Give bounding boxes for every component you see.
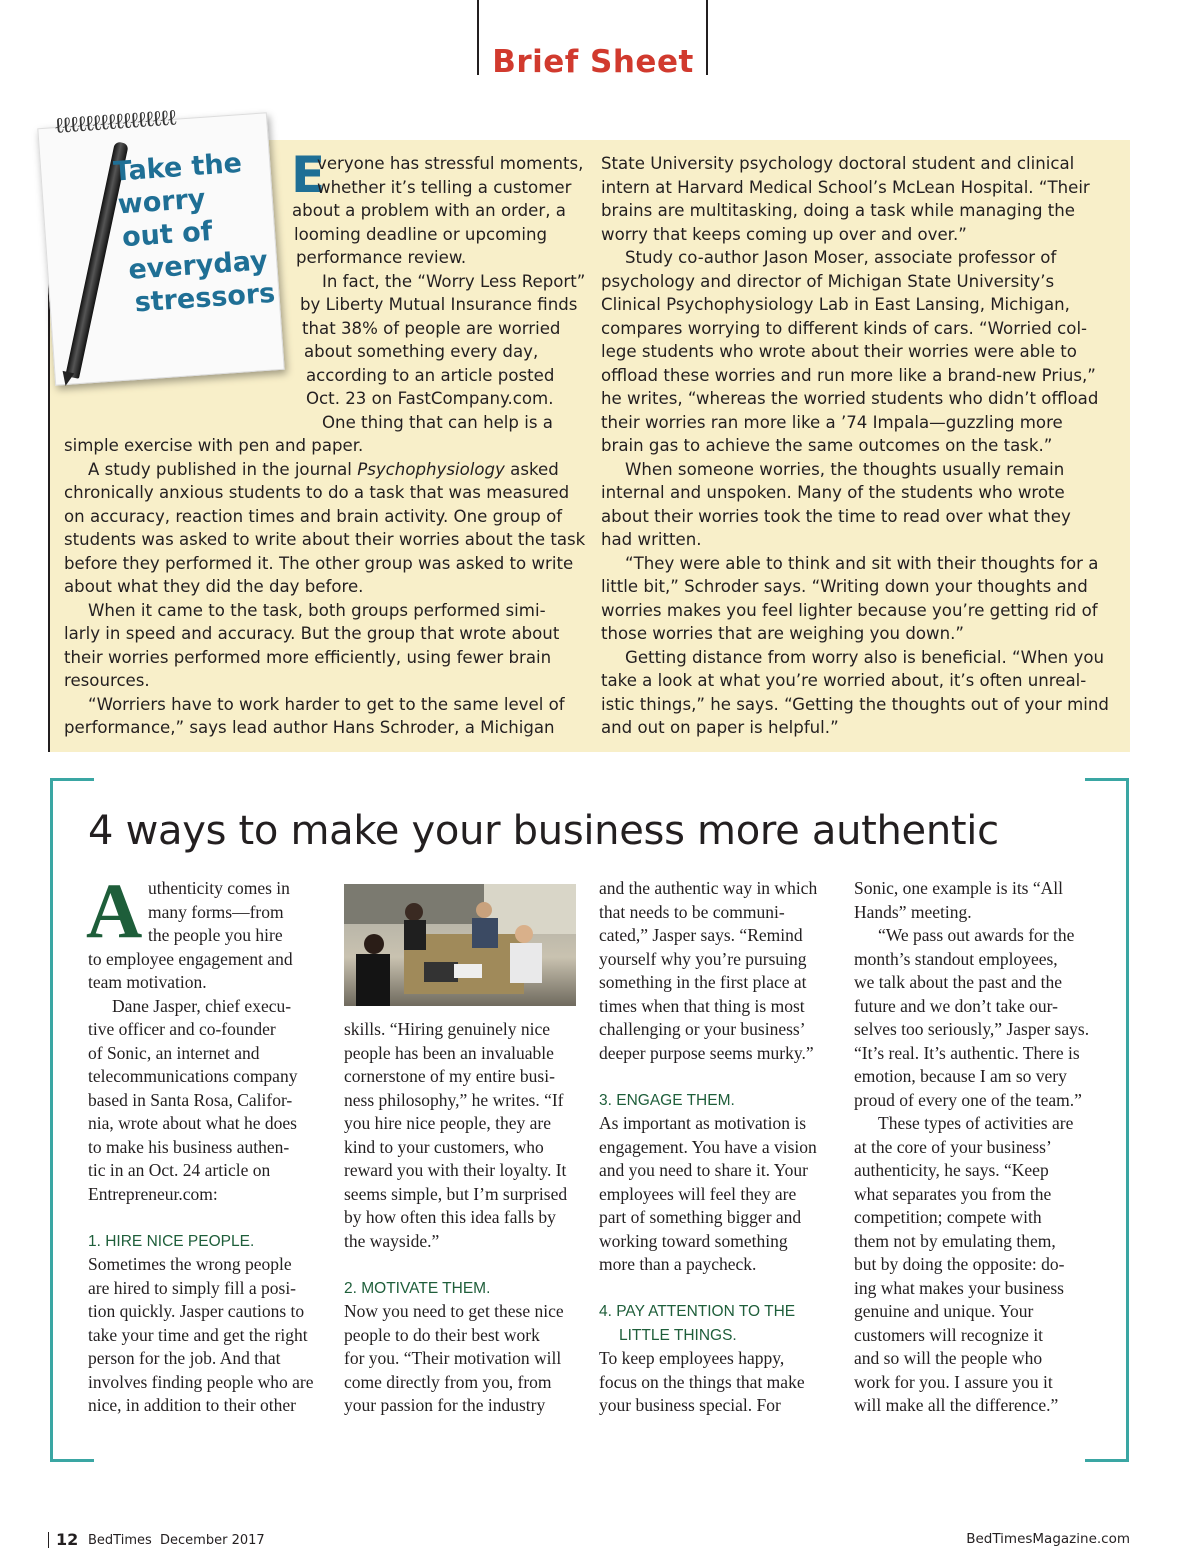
text-line: Oct. 23 on FastCompany.com. [306,389,554,408]
text-line [88,458,579,482]
text-line: deeper purpose seems murky.” [599,1042,814,1063]
text-line: according to an article posted [306,365,555,385]
text-line: These types of activities are [878,1113,1074,1133]
text-span: asked [504,459,559,479]
text-line: Study co-author Jason Moser, associate professor of [625,248,1057,267]
text-line: but by doing the opposite: do- [854,1254,1065,1274]
text-line: tive officer and co-founder [88,1019,276,1039]
headline-line: Take the [112,147,243,188]
text-line: at the core of your business’ [854,1136,1052,1157]
text-line: more than a paycheck. [599,1254,757,1274]
text-line: istic things,” he says. “Getting the thoughts out of your mind [601,694,1109,714]
article-drop-cap: A [86,867,143,954]
text-line: resources. [64,671,150,690]
text-line: and the authentic way in which [599,878,818,898]
meeting-photo [344,884,576,1006]
text-line: what separates you from the [854,1183,1052,1204]
text-line: we talk about the past and the [854,972,1062,992]
text-line: When it came to the task, both groups performed simi- [88,600,546,620]
text-line: work for you. I assure you it [854,1371,1053,1392]
text-line: had written. [601,530,702,549]
text-line: performance review. [296,248,467,267]
text-line: focus on the things that make [599,1371,805,1392]
text-line: by how often this idea falls by [344,1207,556,1227]
text-line: performance,” says lead author Hans Schroder, a Michigan [64,718,555,737]
text-line: Now you need to get these nice [344,1301,564,1321]
text-line: One thing that can help is a [322,412,553,432]
text-line: brains are multitasking, doing a task while managing the [601,201,1076,220]
text-line: larly in speed and accuracy. But the group that wrote about [64,624,560,643]
text-line: of Sonic, an internet and [88,1042,260,1063]
text-line: brain gas to achieve the same outcomes on the task.” [601,436,1053,455]
text-line: genuine and unique. Your [854,1301,1034,1321]
text-line: authenticity, he says. “Keep [854,1160,1049,1180]
text-line: take your time and get the right [88,1324,308,1345]
brief-column-2 [601,152,1116,740]
text-line: on accuracy, reaction times and brain activity. One group of [64,506,563,526]
text-line: month’s standout employees, [854,948,1058,969]
text-line: yourself why you’re pursuing [599,948,807,969]
text-line: proud of every one of the team.” [854,1089,1082,1110]
text-line: people to do their best work [344,1324,540,1345]
text-line: Clinical Psychophysiology Lab in East Lansing, Michigan, [601,295,1070,314]
frame-left [50,778,53,1462]
text-line: future and we don’t take our- [854,995,1058,1016]
text-line: State University psychology doctoral student and clinical [601,154,1075,173]
text-line: and you need to share it. Your [599,1160,809,1180]
text-line: To keep employees happy, [599,1348,785,1368]
text-line: telecommunications company [88,1066,298,1086]
text-line: for you. “Their motivation will [344,1348,562,1368]
subhead-engage: 3. ENGAGE THEM. [599,1091,735,1109]
text-line: uthenticity comes in [148,878,290,898]
frame-bottom-left [50,1459,94,1462]
text-line: them not by emulating them, [854,1230,1056,1251]
text-line: little bit,” Schroder says. “Writing down your thoughts and [601,577,1088,596]
text-line: by Liberty Mutual Insurance finds [300,295,578,314]
text-line: Sonic, one example is its “All [854,878,1063,898]
frame-right [1126,778,1129,1462]
headline-line: out of [121,216,214,254]
text-line: to make his business authen- [88,1136,290,1157]
header-rule-right [706,0,708,75]
text-line: are hired to simply fill a posi- [88,1277,297,1298]
frame-bottom-right [1085,1459,1129,1462]
footer-rule [48,1532,49,1548]
text-line: and so will the people who [854,1348,1043,1368]
blank-line [599,1277,839,1301]
headline-line: worry [116,183,207,221]
text-line: many forms—from [148,901,284,922]
text-line: the people you hire [148,925,283,945]
text-line: their worries performed more efficiently, using fewer brain [64,647,552,667]
article-column-1 [86,867,328,1418]
notepad-spiral-icon: ℓℓℓℓℓℓℓℓℓℓℓℓℓℓℓℓ [53,105,176,139]
text-line: When someone worries, the thoughts usually remain [625,459,1065,479]
subhead-attention-cont: LITTLE THINGS. [619,1326,737,1344]
text-line: employees will feel they are [599,1183,797,1204]
text-line: worry that keeps coming up over and over.” [601,224,967,244]
text-line: Getting distance from worry also is beneficial. “When you [625,647,1105,667]
text-line: As important as motivation is [599,1113,807,1133]
text-line: veryone has stressful moments, [317,154,584,173]
text-line: will make all the difference.” [854,1395,1059,1415]
brief-drop-cap: E [291,146,326,204]
text-line: take a look at what you’re worried about, it’s often unreal- [601,671,1087,690]
text-line: lege students who wrote about their worries were able to [601,342,1077,361]
frame-top-right [1085,778,1129,781]
text-line: offload these worries and run more like a brand-new Prius,” [601,365,1096,385]
issue-date: December 2017 [160,1533,265,1548]
text-line: come directly from you, from [344,1371,552,1392]
text-line: that needs to be communi- [599,901,785,922]
text-line: “We pass out awards for the [878,925,1075,945]
text-line: about what they did the day before. [64,577,364,596]
article-column-2 [344,1018,584,1418]
text-line: worries makes you feel lighter because you’re getting rid of [601,600,1098,620]
text-line: cated,” Jasper says. “Remind [599,925,803,945]
text-line: before they performed it. The other group was asked to write [64,553,574,573]
text-line: about a problem with an order, a [292,201,566,220]
text-line: students was asked to write about their worries about the task [64,530,586,549]
subhead-motivate: 2. MOTIVATE THEM. [344,1279,491,1297]
brief-column-1 [64,146,586,740]
text-line: reward you with their loyalty. It [344,1160,567,1180]
headline-line: stressors [133,277,277,319]
text-line: emotion, because I am so very [854,1066,1067,1086]
text-line: you hire nice people, they are [344,1113,551,1133]
text-line: intern at Harvard Medical School’s McLean Hospital. “Their [601,177,1090,197]
text-line: Entrepreneur.com: [88,1183,218,1204]
text-span: A study published in the journal [88,459,358,479]
text-line: working toward something [599,1230,788,1251]
text-line: internal and unspoken. Many of the students who wrote [601,483,1065,502]
text-line: part of something bigger and [599,1207,802,1227]
text-line: team motivation. [88,972,207,992]
text-line: and out on paper is helpful.” [601,718,839,737]
header-rule-left [477,0,479,75]
text-line: “It’s real. It’s authentic. There is [854,1042,1080,1063]
text-line: ing what makes your business [854,1277,1064,1298]
text-line: psychology and director of Michigan State University’s [601,271,1055,291]
text-line: In fact, the “Worry Less Report” [322,271,586,291]
text-line: chronically anxious students to do a task that was measured [64,483,570,502]
text-line: engagement. You have a vision [599,1136,817,1157]
subhead-attention: 4. PAY ATTENTION TO THE [599,1303,796,1320]
text-line: Hands” meeting. [854,901,972,922]
blank-line [344,1253,584,1277]
text-line: your passion for the industry [344,1395,546,1415]
text-line: tic in an Oct. 24 article on [88,1160,271,1180]
article-column-3 [599,877,839,1418]
text-line: nia, wrote about what he does [88,1113,297,1133]
text-line: your business special. For [599,1395,781,1415]
text-line: people has been an invaluable [344,1042,554,1063]
page-number: 12 [56,1530,79,1549]
blank-line [599,1065,839,1089]
headline-line: everyday [127,245,269,286]
text-line: person for the job. And that [88,1348,281,1368]
text-line: Dane Jasper, chief execu- [112,995,292,1016]
publication-info [88,1533,265,1548]
text-line: seems simple, but I’m surprised [344,1183,568,1204]
text-line: about their worries took the time to read over what they [601,506,1071,526]
text-line: involves finding people who are [88,1371,314,1392]
text-line: those worries that are weighing you down.” [601,624,964,643]
text-line: tion quickly. Jasper cautions to [88,1301,305,1321]
subhead-hire: 1. HIRE NICE PEOPLE. [88,1232,255,1250]
text-line: about something every day, [304,342,539,361]
journal-name: Psychophysiology [357,459,505,479]
text-line: selves too seriously,” Jasper says. [854,1019,1090,1039]
article-column-4 [854,877,1104,1418]
text-line: “They were able to think and sit with their thoughts for a [625,553,1099,573]
text-line: whether it’s telling a customer [317,177,572,197]
website-link[interactable]: BedTimesMagazine.com [966,1531,1130,1547]
text-line: he writes, “whereas the worried students who didn’t offload [601,389,1099,408]
text-line: “Worriers have to work harder to get to the same level of [88,694,565,714]
text-line: looming deadline or upcoming [294,224,548,244]
text-line: customers will recognize it [854,1324,1044,1345]
text-line: ness philosophy,” he writes. “If [344,1089,564,1110]
text-line: their worries ran more like a ’74 Impala—guzzling more [601,412,1063,432]
text-line: that 38% of people are worried [302,318,561,338]
article-title: 4 ways to make your business more authentic [88,808,999,854]
text-line: skills. “Hiring genuinely nice [344,1019,551,1039]
section-title: Brief Sheet [492,44,694,80]
text-line: challenging or your business’ [599,1019,806,1039]
blank-line [88,1206,328,1230]
text-line: simple exercise with pen and paper. [64,436,364,455]
frame-top-left [50,778,94,781]
text-line: Sometimes the wrong people [88,1254,292,1274]
text-line: compares worrying to different kinds of cars. “Worried col- [601,318,1088,338]
text-line: something in the first place at [599,972,807,992]
text-line: competition; compete with [854,1207,1042,1227]
text-line: cornerstone of my entire busi- [344,1066,555,1086]
publication-name: BedTimes [88,1533,152,1548]
text-line: based in Santa Rosa, Califor- [88,1089,293,1110]
text-line: to employee engagement and [88,948,293,969]
text-line: kind to your customers, who [344,1136,544,1157]
text-line: nice, in addition to their other [88,1395,297,1415]
text-line: the wayside.” [344,1230,440,1251]
text-line: times when that thing is most [599,995,805,1016]
